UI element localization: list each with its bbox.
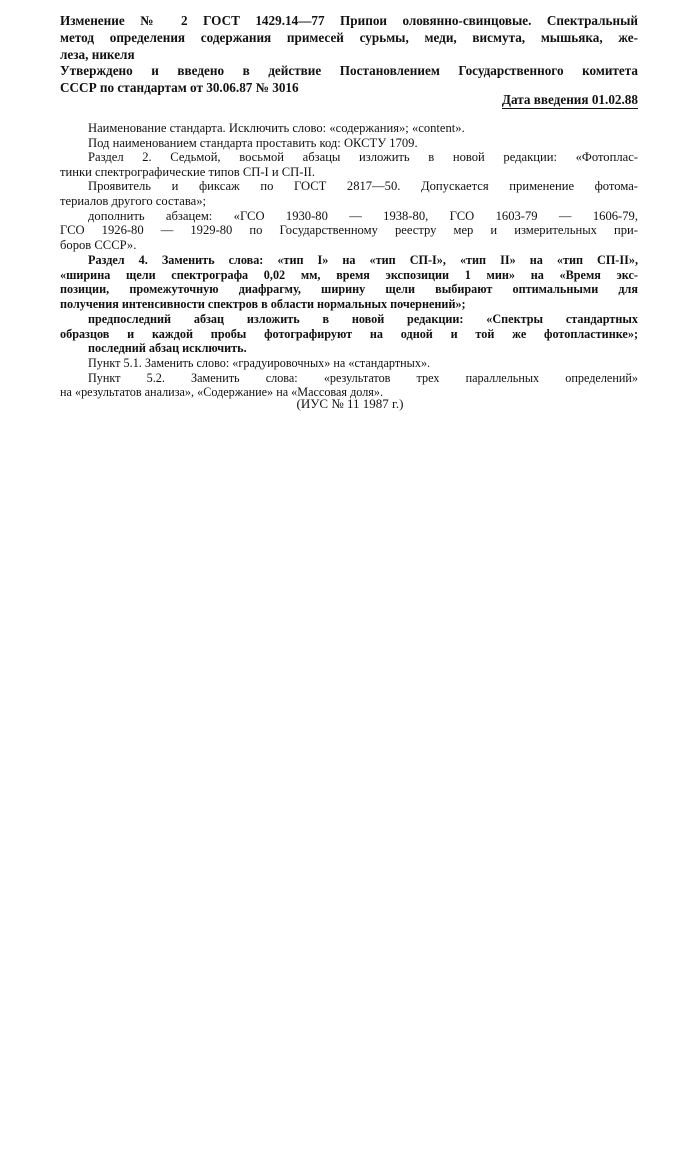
paragraph-line: Раздел 4. Заменить слова: «тип I» на «тип СП-I», «тип II» на «тип СП-II», bbox=[88, 253, 638, 267]
title-line: леза, никеля bbox=[60, 47, 135, 62]
paragraph-line: боров СССР». bbox=[60, 237, 137, 252]
title-line: метод определения содержания примесей сурьмы, меди, висмута, мышьяка, же- bbox=[60, 30, 638, 45]
paragraph-line: получения интенсивности спектров в области нормальных почернений»; bbox=[60, 297, 466, 312]
title-line: Изменение № 2 ГОСТ 1429.14—77 Припои оловянно-свинцовые. Спектральный bbox=[60, 13, 638, 28]
section-4-changes bbox=[60, 253, 638, 400]
paragraph-line: предпоследний абзац изложить в новой редакции: «Спектры стандартных bbox=[88, 311, 638, 326]
paragraph-line: Раздел 2. Седьмой, восьмой абзацы изложить в новой редакции: «Фотоплас- bbox=[88, 150, 638, 165]
effective-date bbox=[60, 91, 638, 108]
paragraph-line: териалов другого состава»; bbox=[60, 193, 206, 208]
paragraph-line: Проявитель и фиксаж по ГОСТ 2817—50. Допускается применение фотома- bbox=[88, 179, 638, 194]
paragraph-line: дополнить абзацем: «ГСО 1930-80 — 1938-80, ГСО 1603-79 — 1606-79, bbox=[88, 208, 638, 223]
approval-line: Утверждено и введено в действие Постановлением Государственного комитета bbox=[60, 63, 638, 78]
amendment-title bbox=[60, 12, 638, 63]
paragraph-line: Пункт 5.2. Заменить слова: «результатов трех параллельных определений» bbox=[88, 370, 638, 385]
paragraph-line: ГСО 1926-80 — 1929-80 по Государственному реестру мер и измерительных при- bbox=[60, 223, 638, 238]
effective-date-text: Дата введения 01.02.88 bbox=[501, 92, 638, 107]
publication-source-text: (ИУС № 11 1987 г.) bbox=[296, 396, 404, 411]
section-general-changes bbox=[60, 121, 638, 252]
paragraph-line: Наименование стандарта. Исключить слово: «содержания»; «content». bbox=[88, 121, 465, 135]
approval-line: СССР по стандартам от 30.06.87 № 3016 bbox=[60, 80, 299, 95]
paragraph-line: позиции, промежуточную диафрагму, ширину щели выбирают оптимальными для bbox=[60, 282, 638, 297]
paragraph-line: образцов и каждой пробы фотографируют на одной и той же фотопластинке»; bbox=[60, 326, 638, 341]
paragraph-line: Под наименованием стандарта проставить код: ОКСТУ 1709. bbox=[88, 135, 418, 150]
paragraph-line: последний абзац исключить. bbox=[88, 341, 247, 356]
paragraph-line: на «результатов анализа», «Содержание» на «Массовая доля». bbox=[60, 385, 384, 400]
paragraph-line: «ширина щели спектрографа 0,02 мм, время экспозиции 1 мин» на «Время экс- bbox=[60, 267, 638, 282]
paragraph-line: Пункт 5.1. Заменить слово: «градуировочных» на «стандартных». bbox=[88, 355, 431, 370]
paragraph-line: тинки спектрографические типов СП-I и СП-II. bbox=[60, 164, 316, 179]
publication-source bbox=[0, 396, 700, 412]
